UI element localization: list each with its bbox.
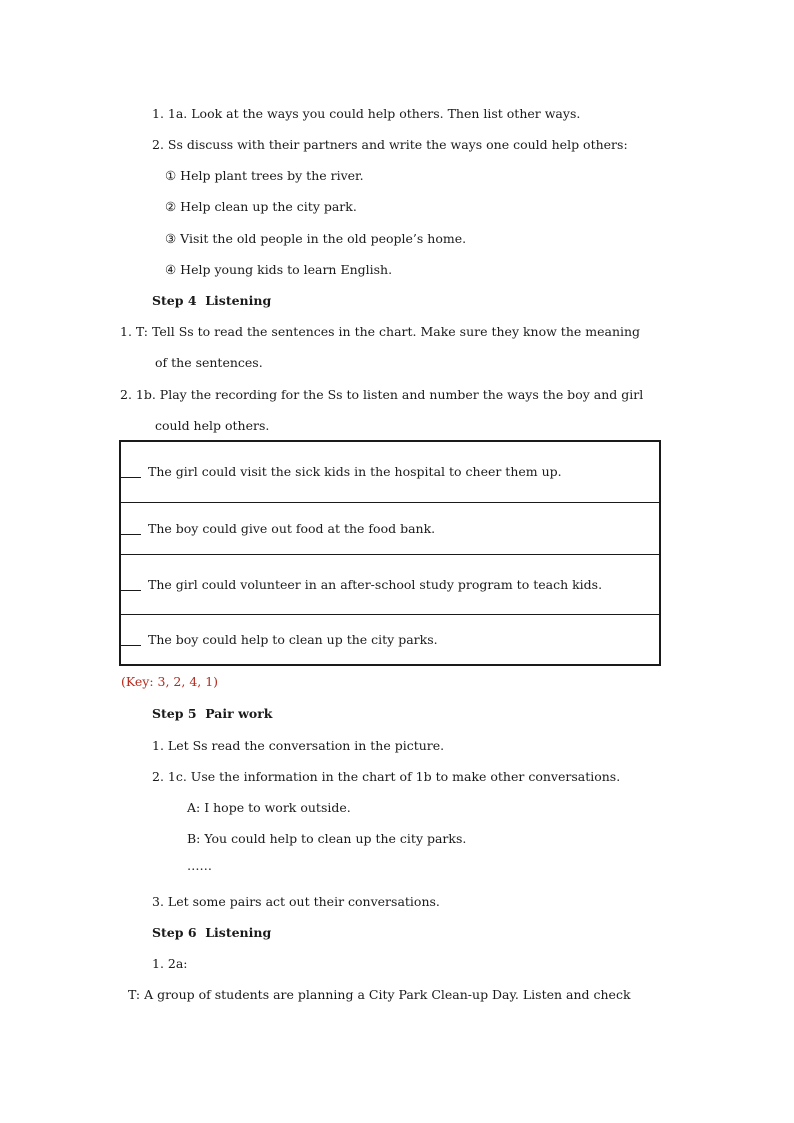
step4-item2-line1: 2. 1b. Play the recording for the Ss to listen and number the ways the boy and girl bbox=[120, 387, 644, 402]
way-4: ④ Help young kids to learn English. bbox=[165, 262, 393, 277]
answer-blank[interactable] bbox=[121, 633, 141, 646]
conversation-ellipsis: …… bbox=[187, 858, 212, 873]
conversation-line-a: A: I hope to work outside. bbox=[187, 800, 351, 815]
chart-row-text: The boy could help to clean up the city parks. bbox=[148, 631, 438, 647]
chart-row-text: The girl could visit the sick kids in the hospital to cheer them up. bbox=[148, 464, 562, 480]
chart-row bbox=[120, 614, 660, 665]
chart-row bbox=[120, 441, 660, 502]
chart-row-text: The boy could give out food at the food bank. bbox=[148, 520, 436, 536]
step4-item1-line2: of the sentences. bbox=[155, 355, 263, 370]
chart-row bbox=[120, 502, 660, 554]
way-1: ① Help plant trees by the river. bbox=[165, 168, 364, 183]
step6-teacher-line: T: A group of students are planning a City Park Clean-up Day. Listen and check bbox=[128, 987, 631, 1002]
step5-item2: 2. 1c. Use the information in the chart of 1b to make other conversations. bbox=[152, 769, 621, 784]
chart-row-text: The girl could volunteer in an after-school study program to teach kids. bbox=[148, 576, 603, 592]
step6-item1: 1. 2a: bbox=[152, 956, 188, 971]
step5-item3: 3. Let some pairs act out their conversations. bbox=[152, 894, 440, 909]
step5-heading: Step 5 Pair work bbox=[152, 706, 273, 721]
answer-key: (Key: 3, 2, 4, 1) bbox=[121, 674, 219, 689]
way-2: ② Help clean up the city park. bbox=[165, 199, 357, 214]
step4-heading: Step 4 Listening bbox=[152, 293, 272, 308]
listening-chart bbox=[119, 440, 661, 666]
chart-row bbox=[120, 554, 660, 614]
answer-blank[interactable] bbox=[121, 578, 141, 591]
step4-item1-line1: 1. T: Tell Ss to read the sentences in the chart. Make sure they know the meaning bbox=[120, 324, 641, 339]
conversation-line-b: B: You could help to clean up the city parks. bbox=[187, 831, 467, 846]
step4-item2-line2: could help others. bbox=[155, 418, 270, 433]
answer-blank[interactable] bbox=[121, 522, 141, 535]
step5-item1: 1. Let Ss read the conversation in the picture. bbox=[152, 738, 445, 753]
item-discuss: 2. Ss discuss with their partners and write the ways one could help others: bbox=[152, 137, 628, 152]
step6-heading: Step 6 Listening bbox=[152, 925, 272, 940]
way-3: ③ Visit the old people in the old people’s home. bbox=[165, 231, 467, 246]
answer-blank[interactable] bbox=[121, 465, 141, 478]
item-1a: 1. 1a. Look at the ways you could help others. Then list other ways. bbox=[152, 106, 581, 121]
